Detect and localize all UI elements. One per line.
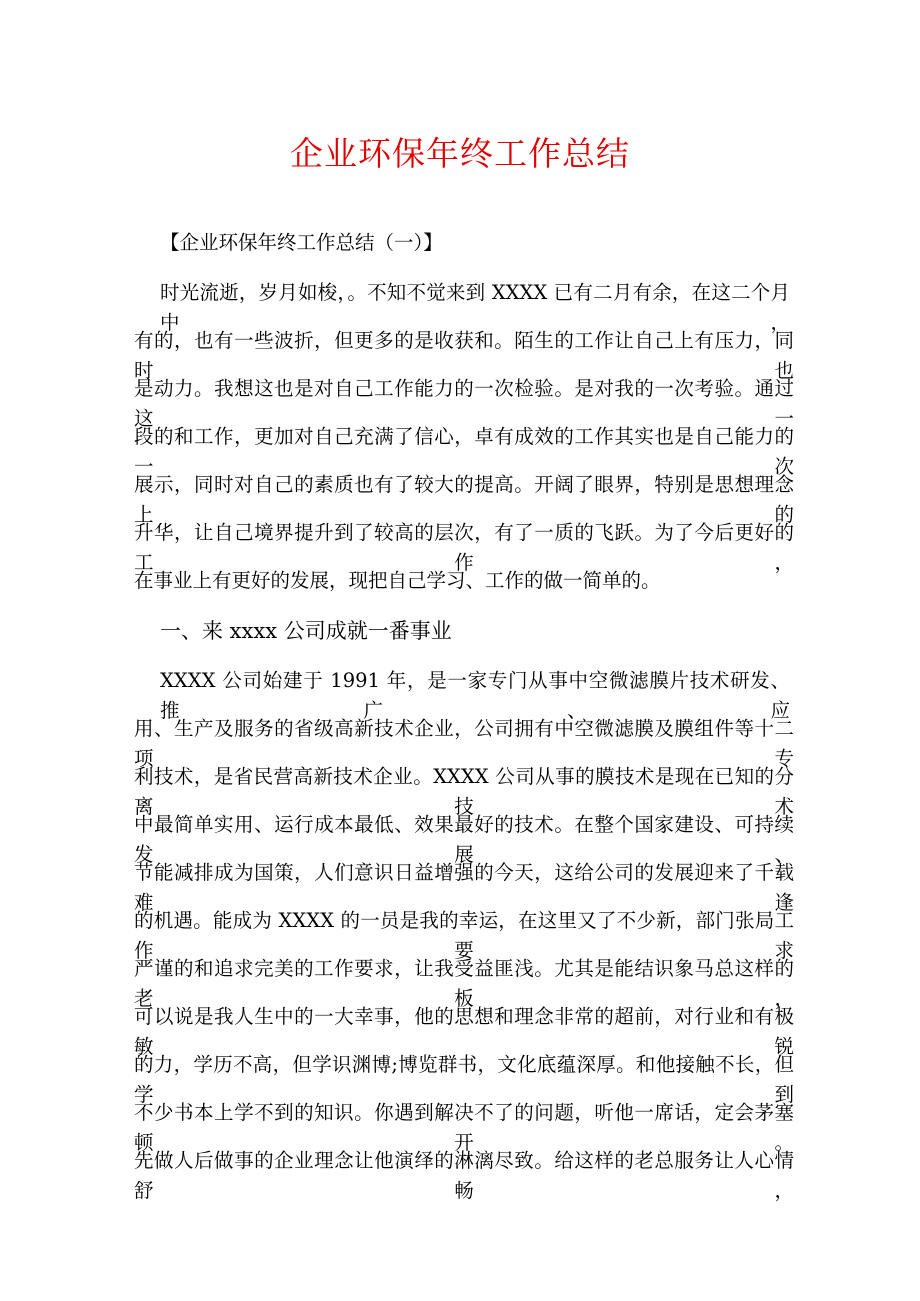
paragraph-line: 利技术，是省民营高新技术企业。XXXX 公司从事的膜技术是现在已知的分离技术 [134, 765, 794, 818]
paragraph-line: 是动力。我想这也是对自己工作能力的一次检验。是对我的一次考验。通过这一 [134, 377, 794, 430]
paragraph-line: 先做人后做事的企业理念让他演绎的淋漓尽致。给这样的老总服务让人心情舒畅， [134, 1149, 794, 1202]
section-label: 【企业环保年终工作总结（一）】 [160, 231, 443, 254]
paragraph-line: 中最简单实用、运行成本最低、效果最好的技术。在整个国家建设、可持续发展、 [134, 813, 794, 866]
paragraph-line: 用、生产及服务的省级高新技术企业，公司拥有中空微滤膜及膜组件等十二项专 [134, 717, 794, 770]
paragraph-line: 升华，让自己境界提升到了较高的层次，有了一质的飞跃。为了今后更好的工作， [134, 521, 794, 574]
paragraph-line: 展示，同时对自己的素质也有了较大的提高。开阔了眼界，特别是思想理念上的 [134, 473, 794, 526]
paragraph-line: 时光流逝，岁月如梭，。不知不觉来到 XXXX 已有二月有余，在这二个月中， [160, 281, 790, 334]
paragraph-line: 的力，学历不高，但学识渊博;博览群书，文化底蕴深厚。和他接触不长，但学到 [134, 1053, 794, 1106]
paragraph-line: 有的，也有一些波折，但更多的是收获和。陌生的工作让自己上有压力，同时也 [134, 329, 794, 382]
document-title: 企业环保年终工作总结 [290, 134, 630, 173]
section-heading: 一、来 xxxx 公司成就一番事业 [160, 619, 452, 643]
paragraph-line: 段的和工作，更加对自己充满了信心，卓有成效的工作其实也是自己能力的一次 [134, 425, 794, 478]
paragraph-line: 不少书本上学不到的知识。你遇到解决不了的问题，听他一席话，定会茅塞顿开。 [134, 1101, 794, 1154]
paragraph-line: 可以说是我人生中的一大幸事，他的思想和理念非常的超前，对行业和有极敏锐 [134, 1005, 794, 1058]
paragraph-line: 在事业上有更好的发展，现把自己学习、工作的做一简单的。 [134, 569, 661, 592]
paragraph-line: 的机遇。能成为 XXXX 的一员是我的幸运，在这里又了不少新，部门张局工作要求 [134, 909, 794, 962]
paragraph-line: XXXX 公司始建于 1991 年，是一家专门从事中空微滤膜片技术研发、推广、应 [160, 669, 790, 722]
paragraph-line: 节能减排成为国策，人们意识日益增强的今天，这给公司的发展迎来了千载难逢 [134, 861, 794, 914]
paragraph-line: 严谨的和追求完美的工作要求，让我受益匪浅。尤其是能结识象马总这样的老板， [134, 957, 794, 1010]
